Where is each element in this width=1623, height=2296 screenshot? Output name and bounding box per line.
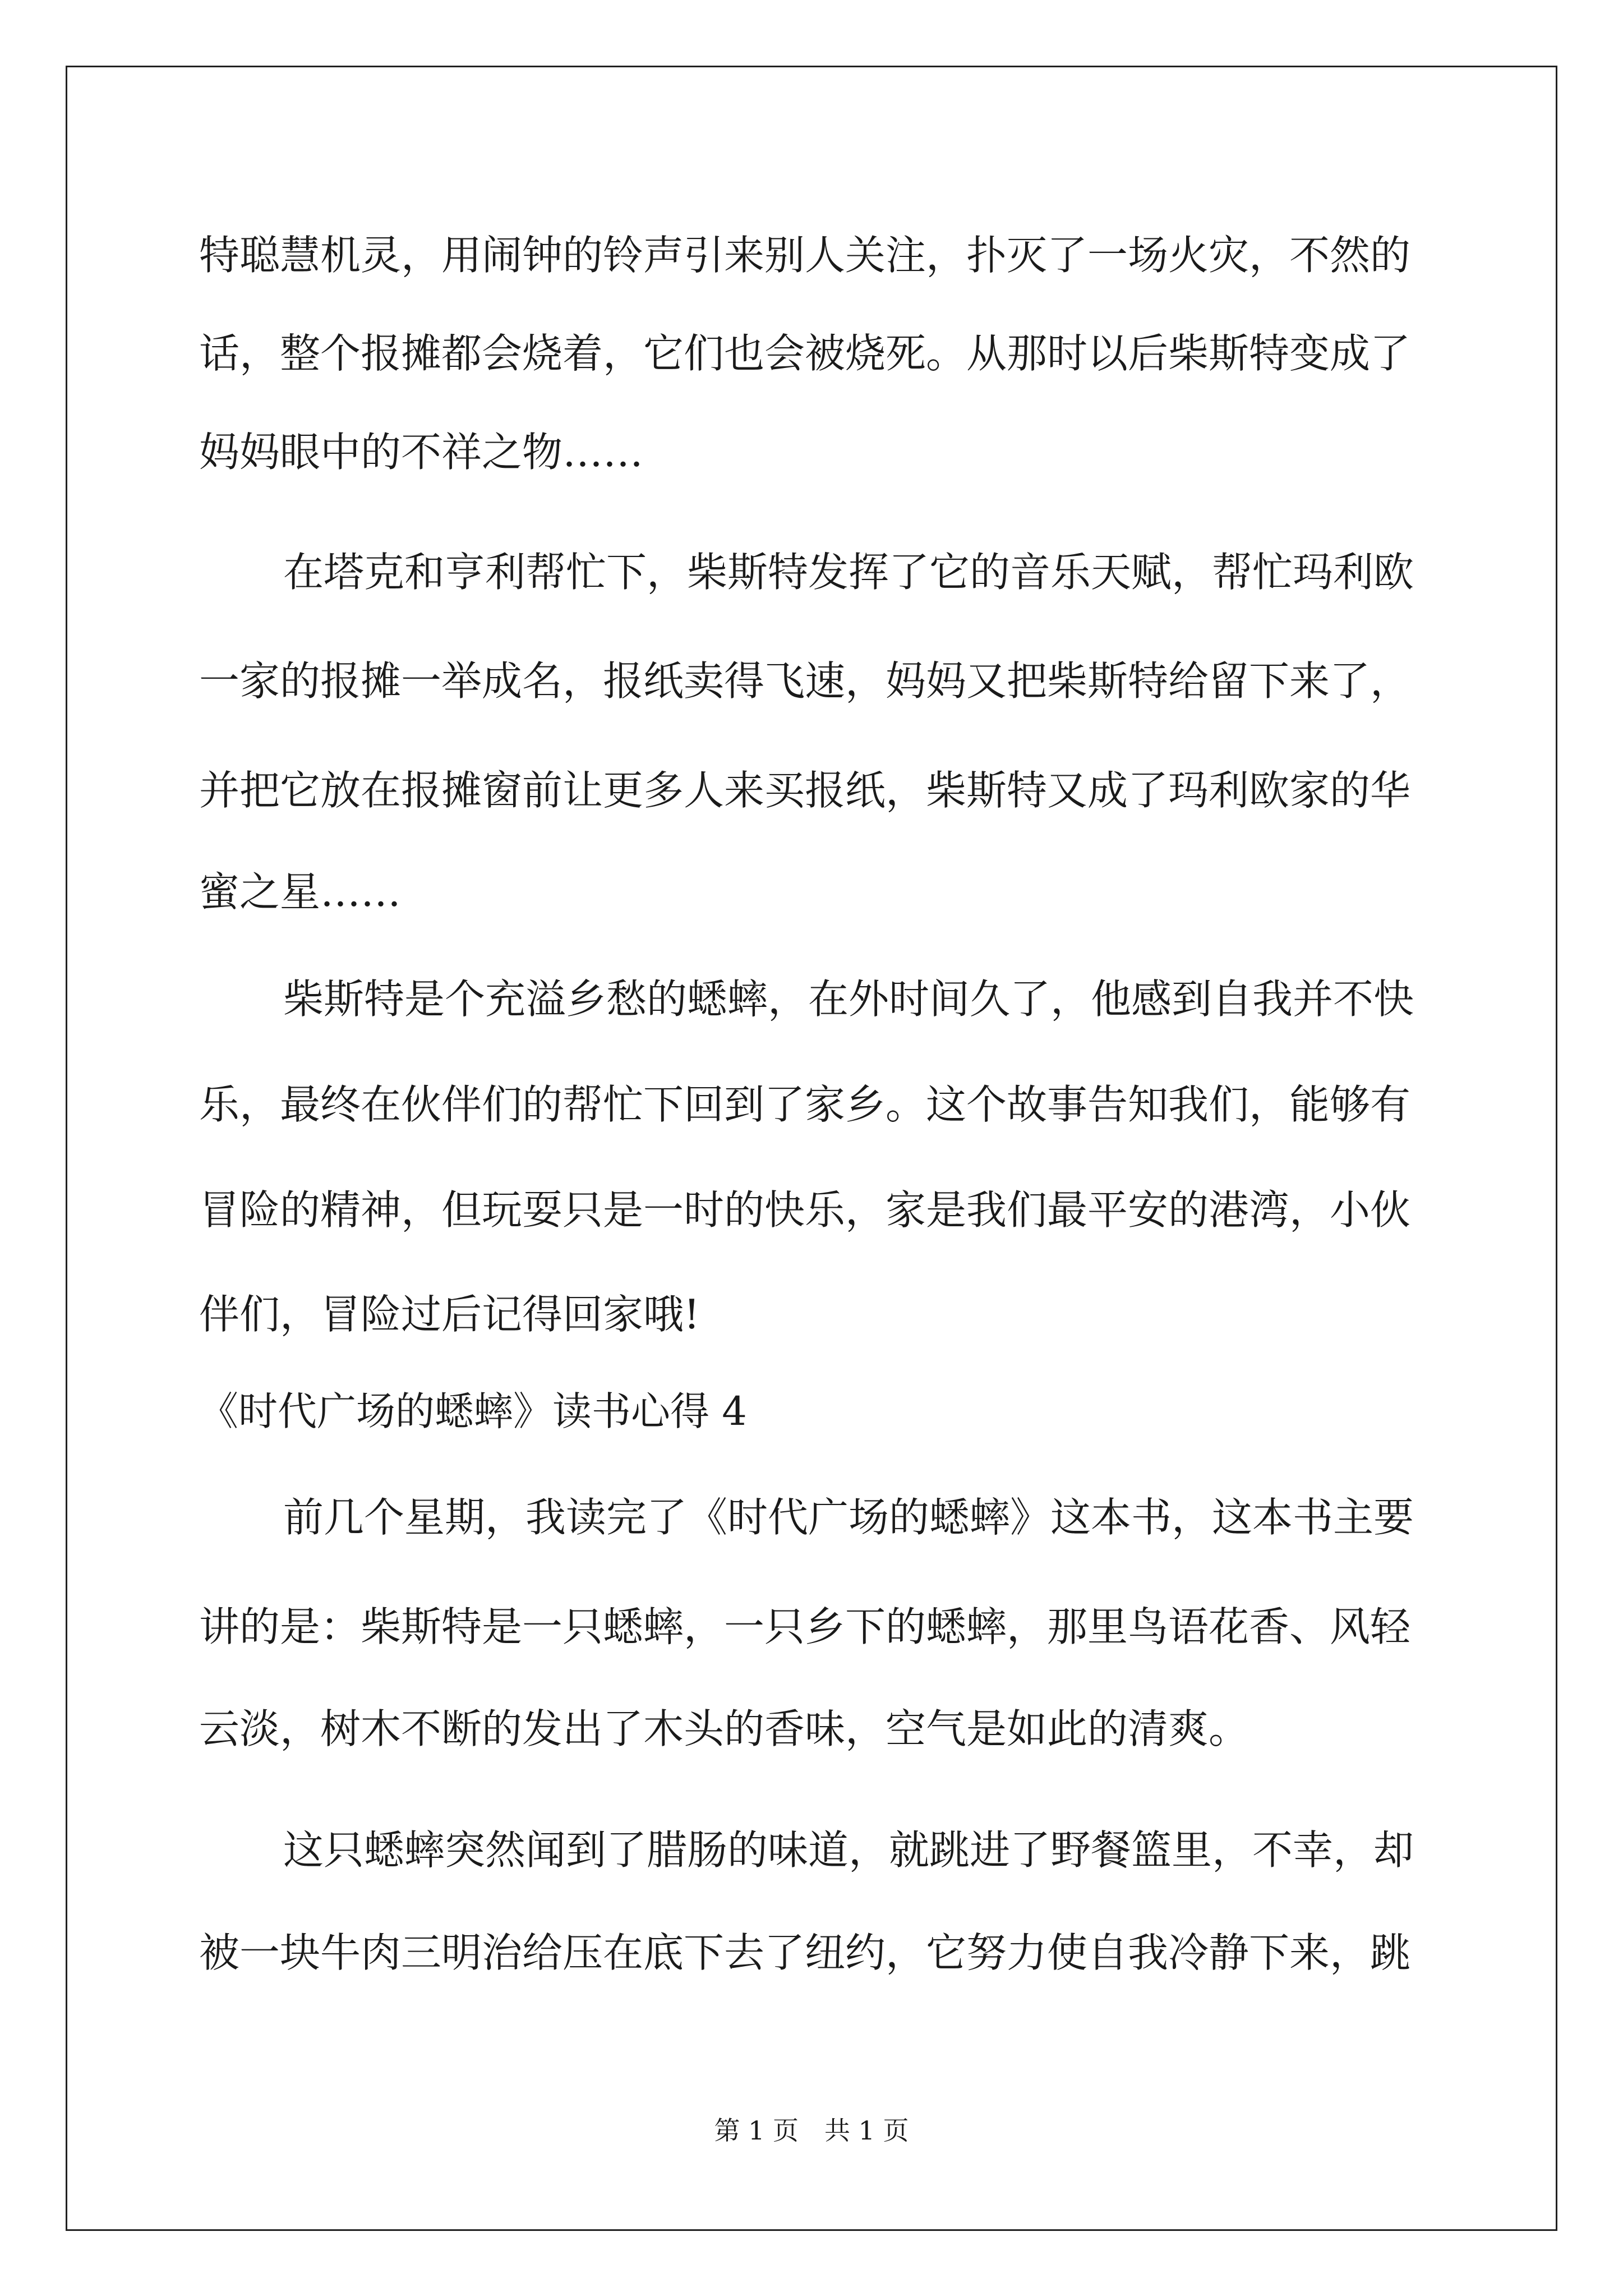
section-heading: 《时代广场的蟋蟀》读书心得 4	[199, 1388, 747, 1434]
text-line: 伴们，冒险过后记得回家哦!	[199, 1291, 700, 1338]
paragraph-start-line: 这只蟋蟀突然闻到了腊肠的味道，就跳进了野餐篮里，不幸，却	[283, 1826, 1414, 1874]
text-line: 特聪慧机灵，用闹钟的铃声引来别人关注，扑灭了一场火灾，不然的	[199, 232, 1411, 279]
text-line: 妈妈眼中的不祥之物……	[199, 429, 644, 476]
text-line: 被一块牛肉三明治给压在底下去了纽约，它努力使自我冷静下来，跳	[199, 1929, 1411, 1976]
paragraph-start-line: 前几个星期，我读完了《时代广场的蟋蟀》这本书，这本书主要	[283, 1494, 1414, 1541]
page-total: 共 1 页	[824, 2115, 909, 2146]
text-line: 讲的是：柴斯特是一只蟋蟀，一只乡下的蟋蟀，那里鸟语花香、风轻	[199, 1603, 1411, 1650]
text-line: 话，整个报摊都会烧着，它们也会被烧死。从那时以后柴斯特变成了	[199, 330, 1411, 377]
paragraph-start-line: 柴斯特是个充溢乡愁的蟋蟀，在外时间久了，他感到自我并不快	[283, 976, 1414, 1023]
text-line: 一家的报摊一举成名，报纸卖得飞速，妈妈又把柴斯特给留下来了，	[199, 657, 1411, 705]
page-footer	[0, 2114, 1623, 2147]
text-line: 冒险的精神，但玩耍只是一时的快乐，家是我们最平安的港湾，小伙	[199, 1186, 1411, 1234]
text-line: 并把它放在报摊窗前让更多人来买报纸，柴斯特又成了玛利欧家的华	[199, 767, 1411, 814]
text-line: 蜜之星……	[199, 868, 402, 915]
page-number: 第 1 页	[714, 2115, 799, 2146]
page-border	[66, 66, 1557, 2231]
paragraph-start-line: 在塔克和亨利帮忙下，柴斯特发挥了它的音乐天赋，帮忙玛利欧	[283, 549, 1414, 596]
text-line: 云淡，树木不断的发出了木头的香味，空气是如此的清爽。	[199, 1705, 1249, 1752]
text-line: 乐，最终在伙伴们的帮忙下回到了家乡。这个故事告知我们，能够有	[199, 1081, 1411, 1128]
